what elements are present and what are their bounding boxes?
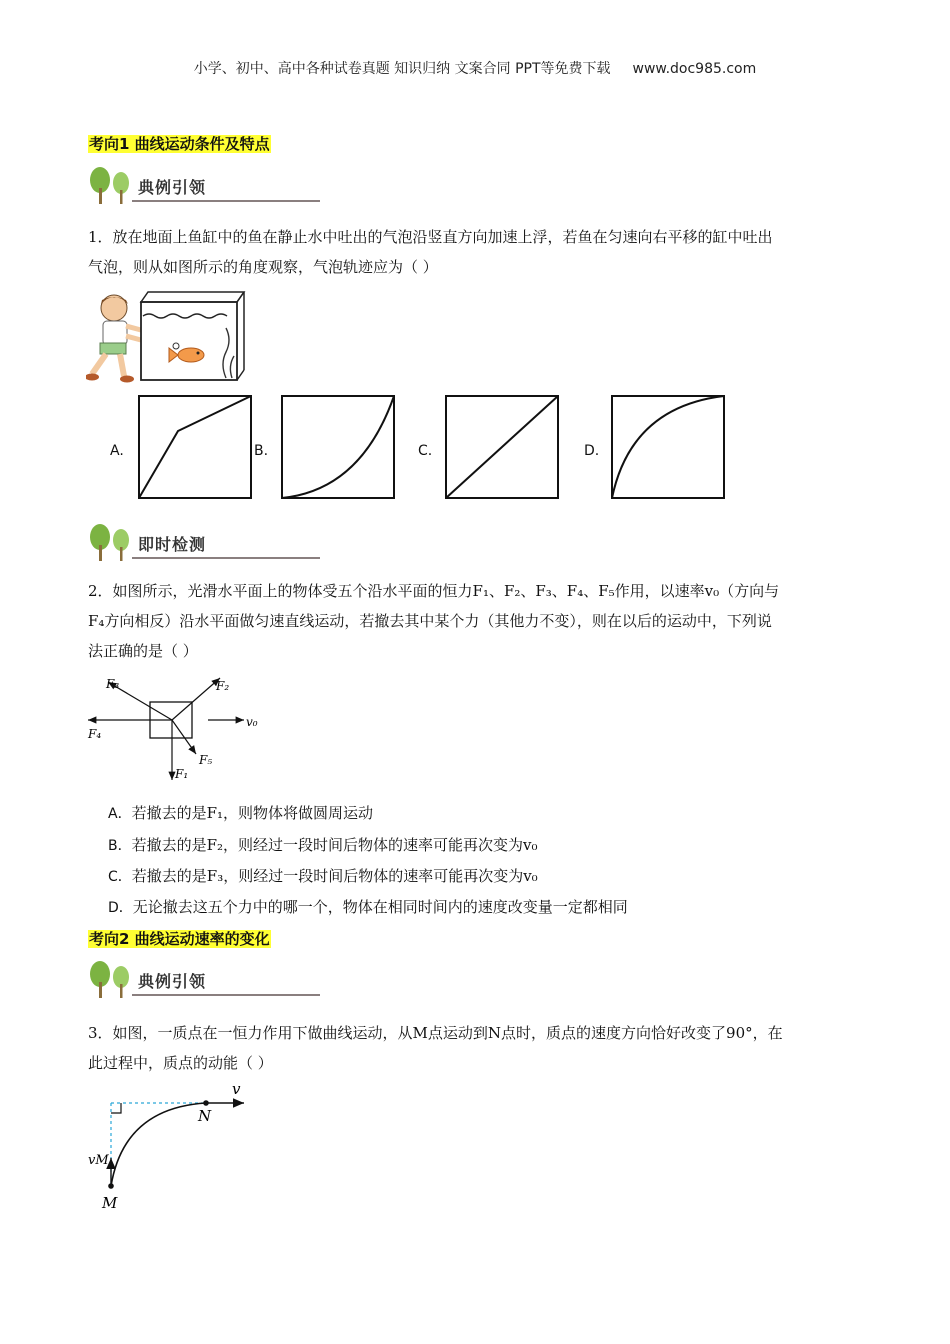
section-title-2: 考向2 曲线运动速率的变化 (89, 930, 270, 948)
question-2-line2: F₄方向相反）沿水平面做匀速直线运动，若撤去其中某个力（其他力不变），则在以后的运动中，下列说 (88, 612, 772, 630)
page-header (0, 58, 950, 78)
option-a-graph[interactable] (138, 395, 252, 499)
header-text: 小学、初中、高中各种试卷真题 知识归纳 文案合同 PPT等免费下载 (193, 61, 611, 77)
option-c-graph[interactable] (445, 395, 559, 499)
question-3 (88, 1018, 878, 1078)
option-d-graph[interactable] (611, 395, 725, 499)
question-1-line2: 气泡，则从如图所示的角度观察，气泡轨迹应为（ ） (88, 258, 438, 276)
label-v0: v₀ (246, 715, 258, 729)
q2-option-c[interactable]: C．若撤去的是F₃，则经过一段时间后物体的速率可能再次变为v₀ (108, 867, 538, 885)
banner-check (88, 523, 338, 565)
question-1 (88, 222, 878, 282)
banner-example (88, 166, 338, 208)
q2-option-b[interactable]: B．若撤去的是F₂，则经过一段时间后物体的速率可能再次变为v₀ (108, 836, 538, 854)
option-c-label: C. (418, 443, 433, 459)
tree-icon (88, 960, 136, 1000)
option-a-label: A. (110, 443, 124, 459)
banner-label: 典例引领 (138, 972, 207, 991)
option-b-label: B. (254, 443, 269, 459)
banner-label: 典例引领 (138, 178, 207, 197)
boy-fish-tank-illustration (86, 290, 246, 385)
banner-label: 即时检测 (138, 535, 207, 554)
banner-underline (132, 200, 320, 202)
question-1-line1: 1．放在地面上鱼缸中的鱼在静止水中吐出的气泡沿竖直方向加速上浮，若鱼在匀速向右平移的缸中吐出 (88, 228, 773, 246)
tree-icon (88, 166, 136, 206)
question-2-line1: 2．如图所示，光滑水平面上的物体受五个沿水平面的恒力F₁、F₂、F₃、F₄、F₅作用，以速率v₀（方向与 (88, 582, 780, 600)
label-f2: F₂ (216, 679, 230, 693)
label-f3: F₃ (106, 677, 120, 691)
label-vm: vM (88, 1153, 109, 1168)
label-f4: F₄ (88, 727, 102, 741)
question-3-line2: 此过程中，质点的动能（ ） (88, 1054, 273, 1072)
section-title-1: 考向1 曲线运动条件及特点 (89, 135, 270, 153)
tree-icon (88, 523, 136, 563)
option-b-graph[interactable] (281, 395, 395, 499)
label-f1: F₁ (175, 767, 189, 781)
question-2-line3: 法正确的是（ ） (88, 642, 198, 660)
option-d-label: D. (584, 443, 600, 459)
label-v: v (232, 1080, 241, 1098)
label-n: N (198, 1107, 212, 1125)
banner-underline (132, 557, 320, 559)
question-3-line1: 3．如图，一质点在一恒力作用下做曲线运动，从M点运动到N点时，质点的速度方向恰好改变了90°，在 (88, 1024, 783, 1042)
banner-example-2 (88, 960, 338, 1002)
banner-underline (132, 994, 320, 996)
header-site-link[interactable]: www.doc985.com (632, 61, 757, 77)
q2-option-a[interactable]: A．若撤去的是F₁，则物体将做圆周运动 (108, 804, 374, 822)
curve-motion-diagram (84, 1078, 264, 1218)
label-f5: F₅ (199, 753, 213, 767)
force-diagram (84, 668, 274, 786)
label-m: M (102, 1194, 118, 1212)
question-2 (88, 576, 878, 666)
q2-option-d[interactable]: D．无论撤去这五个力中的哪一个，物体在相同时间内的速度改变量一定都相同 (108, 898, 628, 916)
